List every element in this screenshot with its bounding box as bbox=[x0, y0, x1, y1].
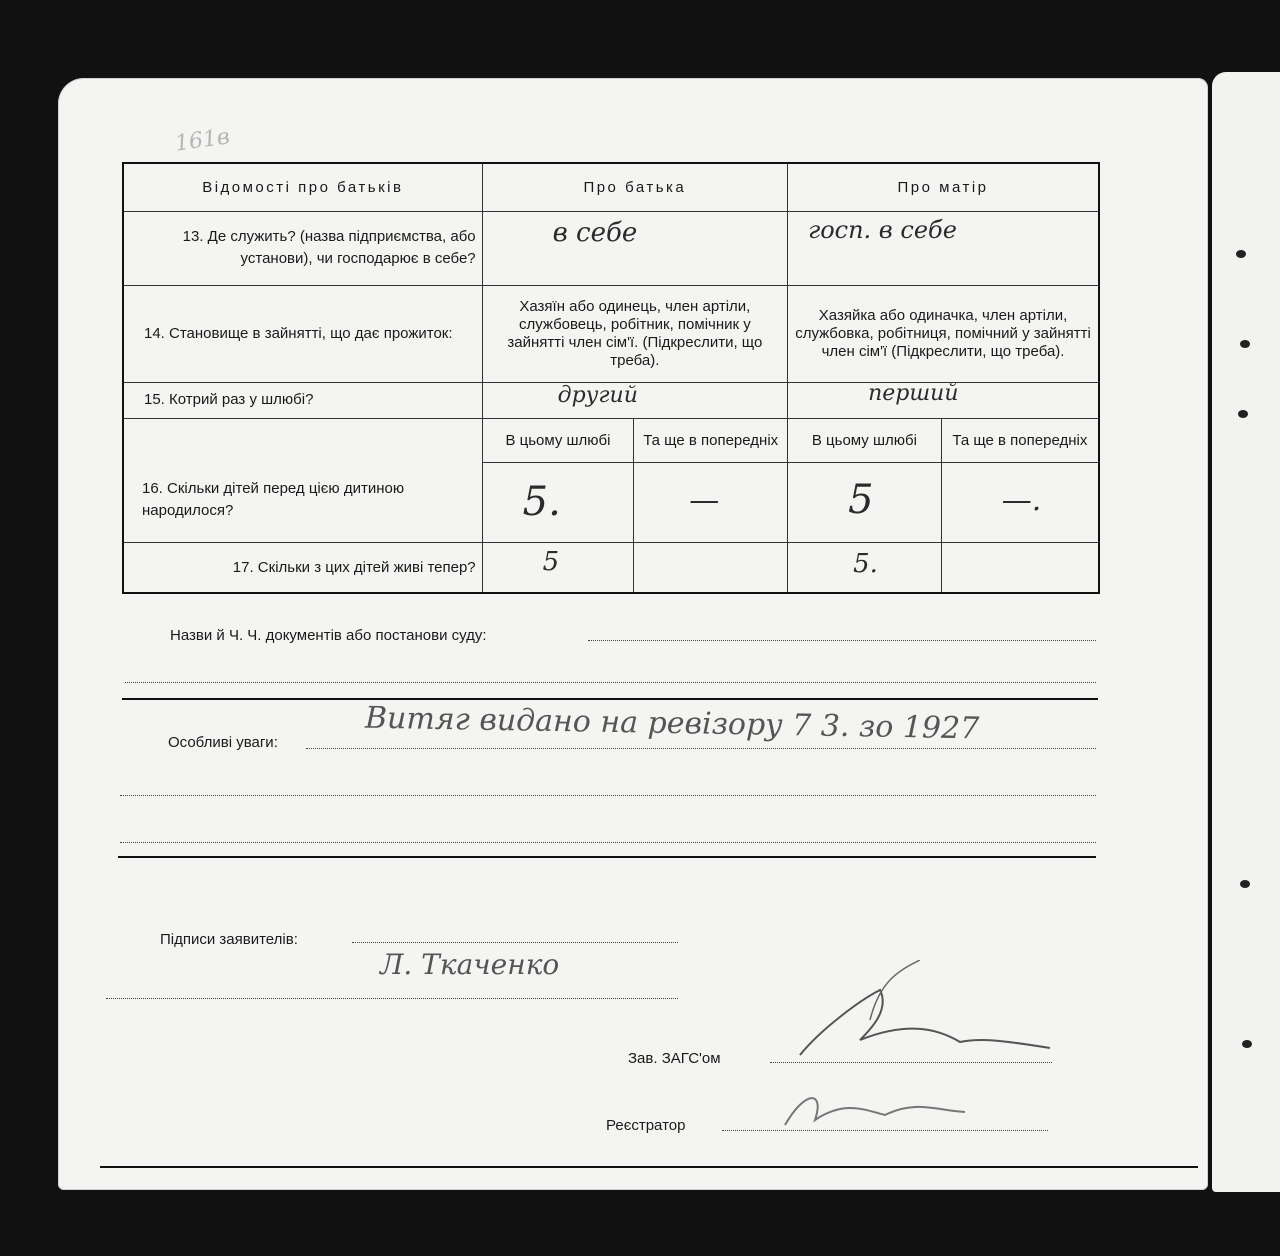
documents-field-line-1[interactable] bbox=[588, 640, 1096, 641]
next-page-edge bbox=[1212, 72, 1280, 1192]
q15-father-cell[interactable] bbox=[482, 382, 787, 418]
q17-father-this-cell[interactable] bbox=[482, 543, 634, 593]
remarks-value: Витяг видано на ревізору 7 3. зо 1927 bbox=[364, 700, 980, 747]
registrar-signature bbox=[775, 1070, 975, 1140]
q16-mother-prev-value: —. bbox=[1001, 482, 1042, 518]
q13-mother-cell[interactable] bbox=[788, 211, 1099, 285]
signatures-label: Підписи заявителів: bbox=[160, 931, 298, 948]
q14-label: 14. Становище в зайнятті, що дає прожиток: bbox=[123, 286, 482, 382]
binding-hole bbox=[1240, 340, 1250, 348]
q16-father-prev-value: — bbox=[689, 482, 720, 518]
remarks-field-line-1[interactable] bbox=[306, 748, 1096, 749]
q16-mother-this-header: В цьому шлюбі bbox=[788, 418, 942, 462]
q15-mother-value: перший bbox=[868, 380, 959, 406]
q17-mother-this-cell[interactable] bbox=[788, 543, 942, 593]
q16-mother-prev-header: Та ще в попередніх bbox=[941, 418, 1099, 462]
head-label: Зав. ЗАГС'ом bbox=[628, 1050, 721, 1067]
q13-father-cell[interactable] bbox=[482, 211, 787, 285]
remarks-label: Особливі уваги: bbox=[168, 734, 278, 751]
q17-father-this-value: 5 bbox=[542, 547, 560, 578]
q16-father-this-value: 5. bbox=[522, 478, 561, 525]
signatures-field-line-2[interactable] bbox=[106, 998, 678, 999]
q16-father-this-header: В цьому шлюбі bbox=[482, 418, 634, 462]
q14-mother-options: Хазяйка або одиначка, член артіли, службовка, робітниця, помічний у зайнятті член сім'ї (Підкреслити, що треба). bbox=[788, 286, 1099, 382]
registrar-signature-stroke bbox=[785, 1098, 965, 1125]
signatures-field-line-1[interactable] bbox=[352, 942, 678, 943]
q17-mother-this-value: 5. bbox=[853, 549, 878, 580]
q17-father-prev-cell[interactable] bbox=[634, 543, 788, 593]
q16-label: 16. Скільки дітей перед цією дитиною народилося? bbox=[123, 418, 482, 543]
q17-label: 17. Скільки з цих дітей живі тепер? bbox=[123, 543, 482, 593]
header-info: Відомості про батьків bbox=[123, 163, 482, 211]
divider-2 bbox=[118, 856, 1096, 858]
q17-mother-prev-cell[interactable] bbox=[941, 543, 1099, 593]
divider-1 bbox=[122, 698, 1098, 700]
bottom-divider bbox=[100, 1166, 1198, 1168]
q16-father-prev-header: Та ще в попередніх bbox=[634, 418, 788, 462]
head-signature bbox=[760, 960, 1060, 1070]
margin-note: 161в bbox=[173, 124, 232, 157]
head-signature-flourish bbox=[870, 960, 920, 1020]
binding-hole bbox=[1240, 880, 1250, 888]
parents-info-table bbox=[122, 162, 1100, 594]
remarks-field-line-3[interactable] bbox=[120, 842, 1096, 843]
q13-mother-value: госп. в себе bbox=[808, 215, 957, 244]
q15-label: 15. Котрий раз у шлюбі? bbox=[123, 382, 482, 418]
q15-mother-cell[interactable] bbox=[788, 382, 1099, 418]
documents-field-line-2[interactable] bbox=[125, 682, 1096, 683]
binding-hole bbox=[1236, 250, 1246, 258]
binding-hole bbox=[1238, 410, 1248, 418]
q16-mother-this-value: 5 bbox=[848, 476, 874, 523]
header-father: Про батька bbox=[482, 163, 787, 211]
binding-hole bbox=[1242, 1040, 1252, 1048]
q16-father-prev-cell[interactable] bbox=[634, 462, 788, 542]
q13-label: 13. Де служить? (назва підприємства, або установи), чи господарює в себе? bbox=[123, 211, 482, 285]
q16-mother-prev-cell[interactable] bbox=[941, 462, 1099, 542]
q16-mother-this-cell[interactable] bbox=[788, 462, 942, 542]
q15-father-value: другий bbox=[557, 382, 638, 408]
remarks-field-line-2[interactable] bbox=[120, 795, 1096, 796]
registrar-label: Реєстратор bbox=[606, 1117, 686, 1134]
q14-father-options: Хазяїн або одинець, член артіли, службовець, робітник, помічник у зайнятті член сім'ї. (Підкреслити, що треба). bbox=[482, 286, 787, 382]
head-signature-stroke bbox=[800, 990, 1050, 1055]
signatures-value: Л. Ткаченко bbox=[380, 948, 560, 981]
documents-label: Назви й Ч. Ч. документів або постанови суду: bbox=[170, 627, 487, 644]
q16-father-this-cell[interactable] bbox=[482, 462, 634, 542]
header-mother: Про матір bbox=[788, 163, 1099, 211]
q13-father-value: в себе bbox=[552, 217, 638, 248]
